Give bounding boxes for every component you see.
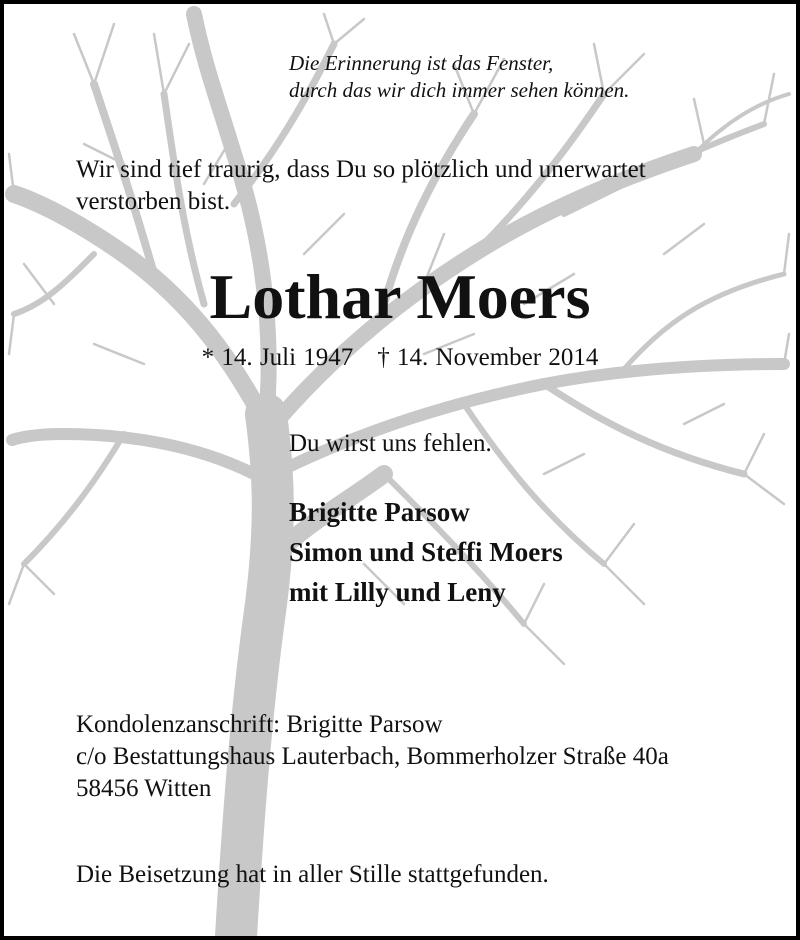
address-line-2: c/o Bestattungshaus Lauterbach, Bommerholzer Straße 40a [76,743,669,770]
birth-date: * 14. Juli 1947 [201,344,354,371]
address-line-1: Kondolenzanschrift: Brigitte Parsow [76,711,443,738]
address-line-3: 58456 Witten [76,775,212,802]
intro-text [76,154,646,218]
death-date: † 14. November 2014 [377,344,599,371]
deceased-name: Lothar Moers [209,261,591,332]
condolence-address [76,709,669,805]
burial-note: Die Beisetzung hat in aller Stille stattgefunden. [76,861,549,888]
quote-line-1: Die Erinnerung ist das Fenster, [289,51,554,75]
family-member: mit Lilly und Leny [289,577,506,607]
memorial-quote [289,50,629,104]
intro-line-2: verstorben bist. [76,188,231,215]
intro-line-1: Wir sind tief traurig, dass Du so plötzlich und unerwartet [76,156,646,183]
life-dates [4,342,796,374]
family-signatures [289,492,563,612]
family-member: Simon und Steffi Moers [289,537,563,567]
family-member: Brigitte Parsow [289,497,470,527]
quote-line-2: durch das wir dich immer sehen können. [289,78,630,102]
farewell-text: Du wirst uns fehlen. [289,430,492,457]
